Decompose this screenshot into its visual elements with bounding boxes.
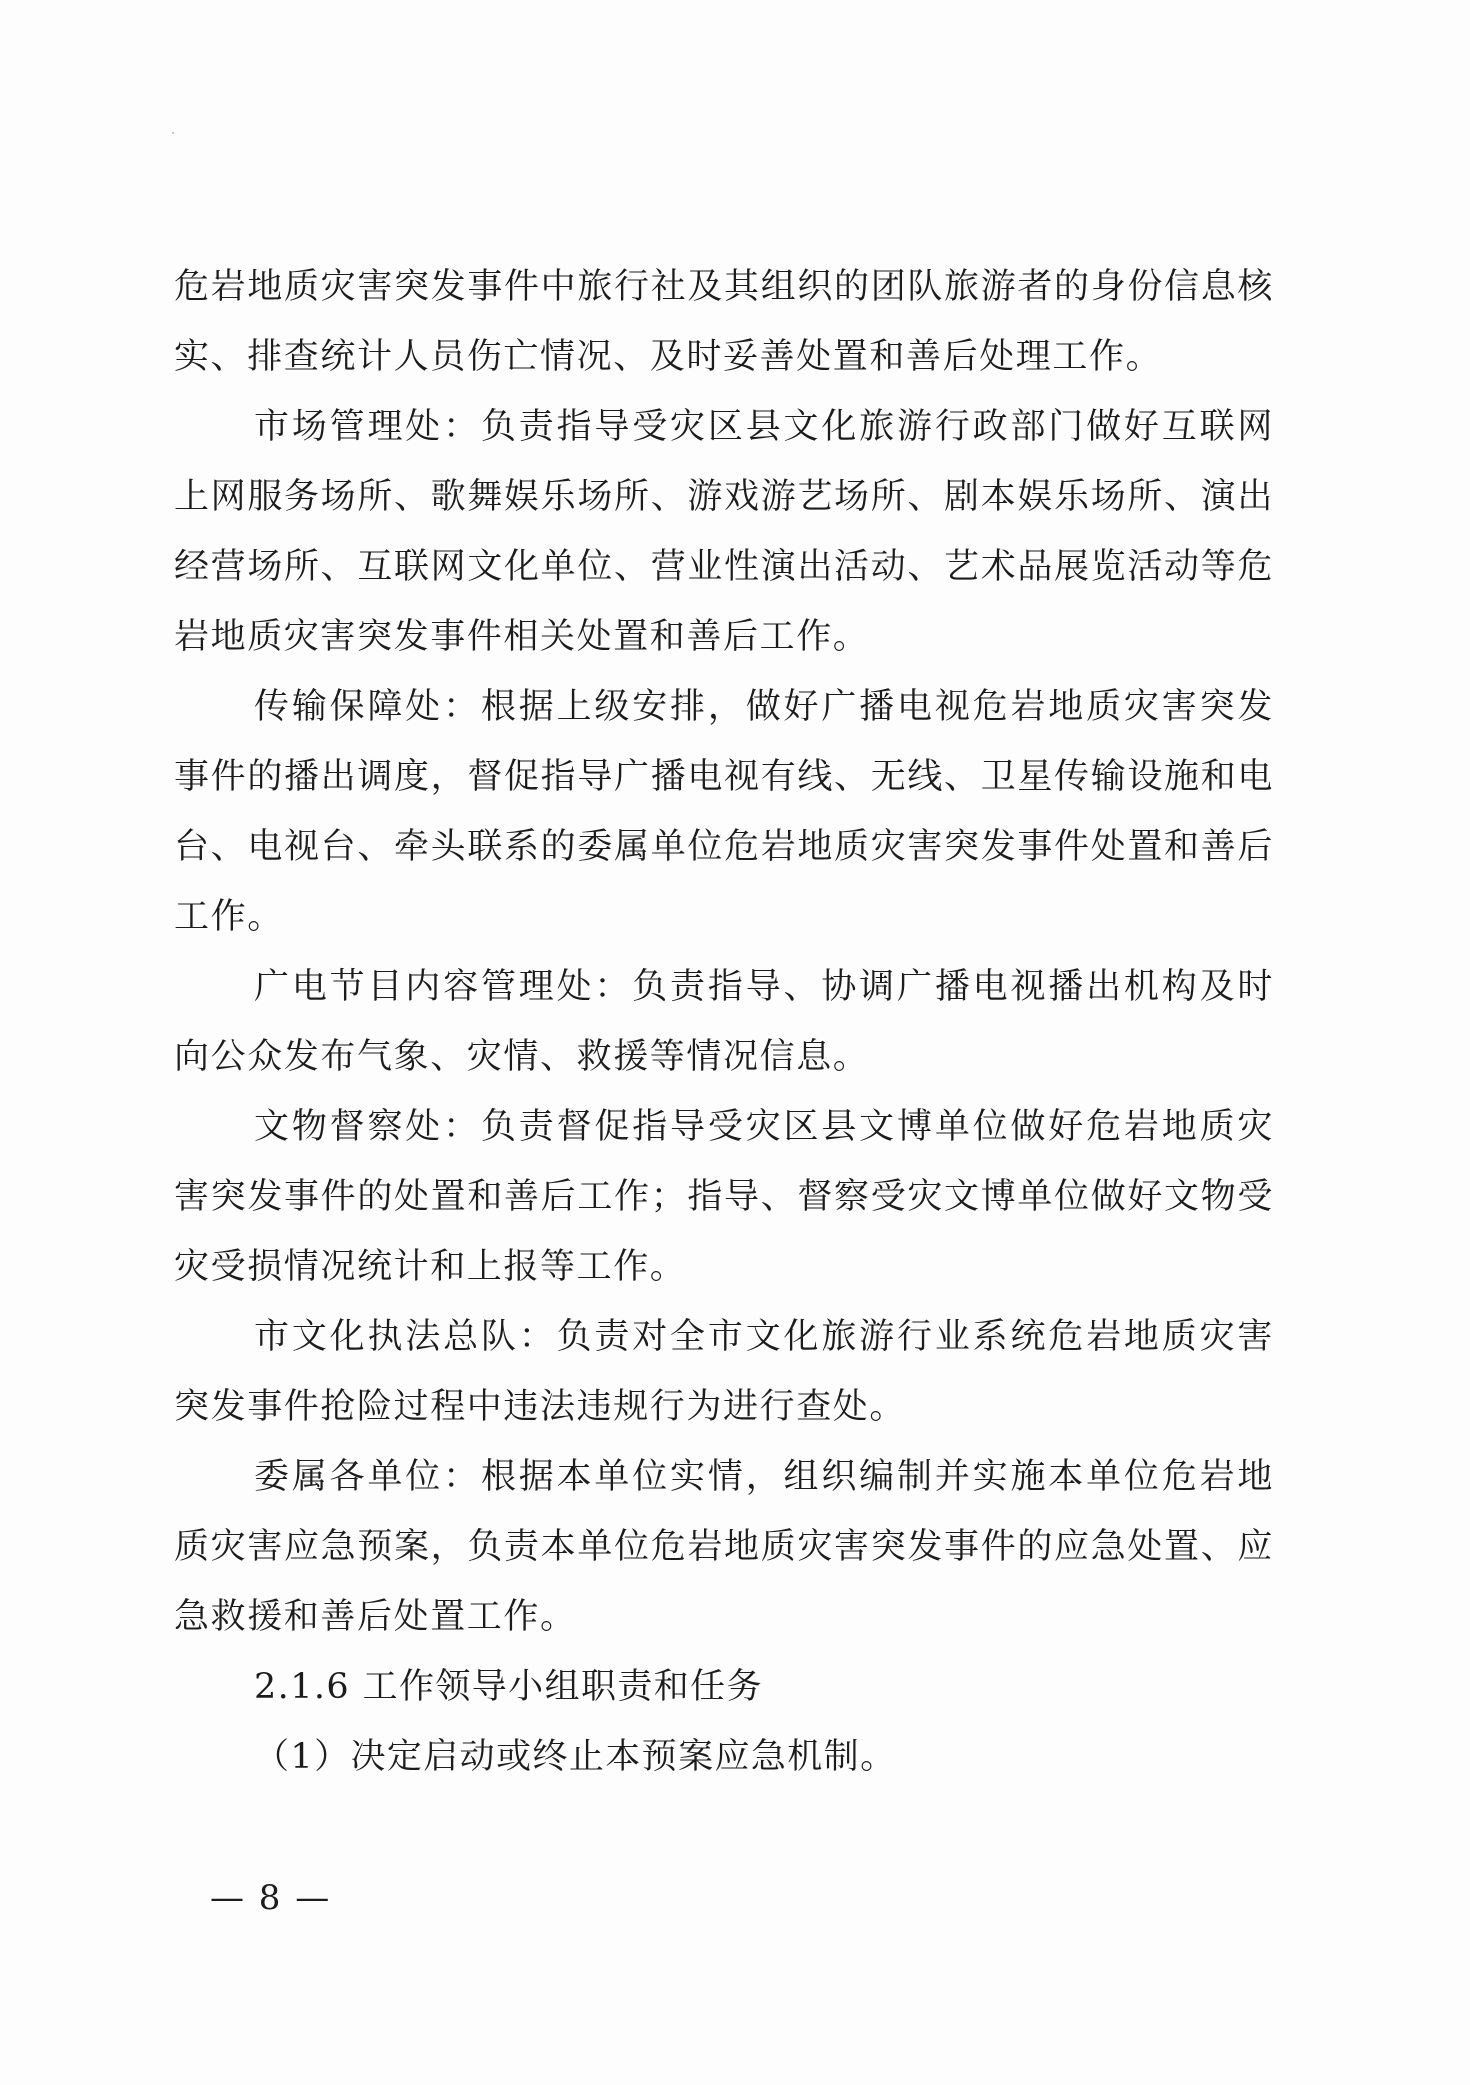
page-number: — 8 — (210, 1878, 332, 1918)
document-body (174, 252, 1274, 1792)
paragraph-cultural-relics: 文物督察处：负责督促指导受灾区县文博单位做好危岩地质灾害突发事件的处置和善后工作；指导、督察受灾文博单位做好文物受灾受损情况统计和上报等工作。 (174, 1107, 1274, 1287)
paragraph-law-enforcement: 市文化执法总队：负责对全市文化旅游行业系统危岩地质灾害突发事件抢险过程中违法违规行为进行查处。 (174, 1317, 1274, 1427)
paragraph-continuation: 危岩地质灾害突发事件中旅行社及其组织的团队旅游者的身份信息核实、排查统计人员伤亡情况、及时妥善处置和善后处理工作。 (174, 267, 1274, 377)
paragraph-broadcast-content: 广电节目内容管理处：负责指导、协调广播电视播出机构及时向公众发布气象、灾情、救援等情况信息。 (174, 967, 1274, 1077)
list-item: （1）决定启动或终止本预案应急机制。 (254, 1737, 897, 1777)
paragraph-transmission-support: 传输保障处：根据上级安排，做好广播电视危岩地质灾害突发事件的播出调度，督促指导广播电视有线、无线、卫星传输设施和电台、电视台、牵头联系的委属单位危岩地质灾害突发事件处置和善后工作。 (174, 687, 1274, 937)
section-heading: 2.1.6 工作领导小组职责和任务 (254, 1667, 763, 1707)
paragraph-affiliated-units: 委属各单位：根据本单位实情，组织编制并实施本单位危岩地质灾害应急预案，负责本单位危岩地质灾害突发事件的应急处置、应急救援和善后处置工作。 (174, 1457, 1274, 1637)
paragraph-market-management: 市场管理处：负责指导受灾区县文化旅游行政部门做好互联网上网服务场所、歌舞娱乐场所、游戏游艺场所、剧本娱乐场所、演出经营场所、互联网文化单位、营业性演出活动、艺术品展览活动等危岩地质灾害突发事件相关处置和善后工作。 (174, 407, 1274, 657)
scan-artifact (172, 132, 174, 134)
